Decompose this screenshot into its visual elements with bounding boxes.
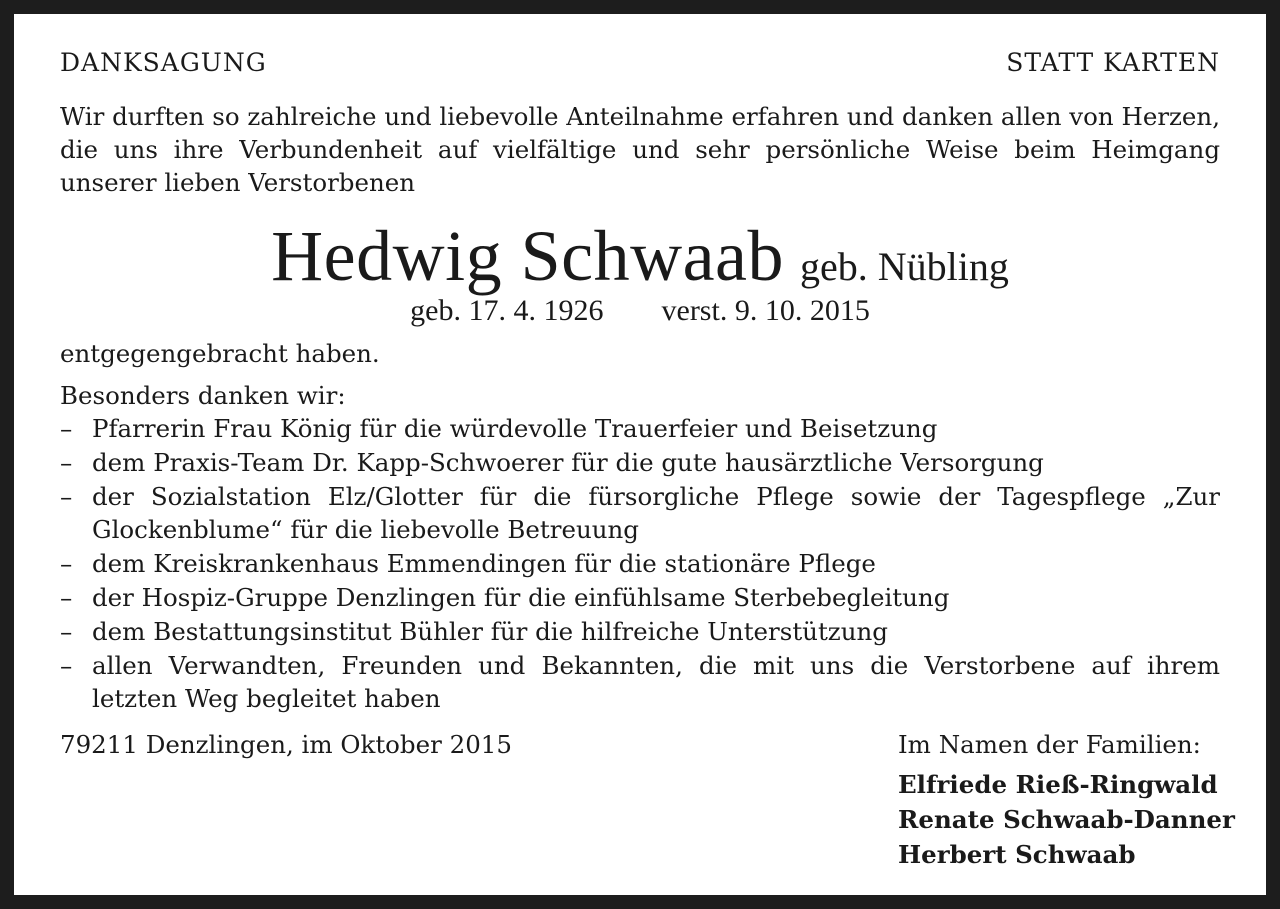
intro-paragraph: Wir durften so zahlreiche und liebevolle Anteilnahme erfahren und danken allen von Herzen, die uns ihre Verbundenheit auf vielfältige und sehr persönliche Weise beim Heimgang unserer lieben Verstorbenen (60, 102, 1220, 197)
death-date: verst. 9. 10. 2015 (661, 294, 870, 327)
life-dates (60, 293, 1220, 329)
intro-closing: entgegengebracht haben. (60, 339, 380, 368)
signatory-name: Renate Schwaab-Danner (898, 805, 1235, 834)
list-item-text: Pfarrerin Frau König für die würdevolle Trauerfeier und Beisetzung (92, 414, 938, 443)
heading-statt-karten: STATT KARTEN (1006, 48, 1220, 77)
list-item (60, 412, 1220, 446)
dash-bullet: – (60, 414, 73, 443)
place-and-date: 79211 Denzlingen, im Oktober 2015 (60, 730, 512, 759)
list-item-text: dem Praxis-Team Dr. Kapp-Schwoerer für die gute hausärztliche Versorgung (92, 447, 1044, 477)
birth-date: geb. 17. 4. 1926 (410, 294, 604, 327)
signature-block (898, 728, 1235, 872)
list-item (60, 615, 1220, 649)
on-behalf-label: Im Namen der Familien: (898, 730, 1201, 759)
list-item-text: der Sozialstation Elz/Glotter für die fürsorgliche Pflege sowie der Tagespflege „Zur Glockenblume“ für die liebevolle Betreuung (92, 481, 1220, 545)
thanks-title: Besonders danken wir: (60, 381, 346, 410)
thanks-list (60, 412, 1220, 716)
dash-bullet: – (60, 650, 73, 680)
deceased-name-line (60, 216, 1220, 296)
list-item (60, 480, 1220, 548)
notice-content (60, 14, 1235, 895)
list-item (60, 547, 1220, 581)
list-item-text: allen Verwandten, Freunden und Bekannten, die mit uns die Verstorbene auf ihrem letzten Weg begleitet haben (92, 650, 1220, 714)
dash-bullet: – (60, 582, 73, 612)
dash-bullet: – (60, 481, 73, 511)
signatory-name: Elfriede Rieß-Ringwald (898, 770, 1218, 799)
list-item-text: der Hospiz-Gruppe Denzlingen für die einfühlsame Sterbebegleitung (92, 582, 950, 612)
dash-bullet: – (60, 447, 73, 477)
list-item (60, 649, 1220, 717)
list-item-text: dem Bestattungsinstitut Bühler für die hilfreiche Unterstützung (92, 616, 888, 646)
deceased-name: Hedwig Schwaab (271, 216, 784, 296)
obituary-notice (14, 14, 1266, 895)
heading-danksagung: DANKSAGUNG (60, 48, 267, 77)
list-item (60, 581, 1220, 615)
dash-bullet: – (60, 549, 73, 579)
list-item (60, 446, 1220, 480)
list-item-text: dem Kreiskrankenhaus Emmendingen für die stationäre Pflege (92, 549, 876, 579)
signatory-name: Herbert Schwaab (898, 840, 1136, 869)
deceased-maiden-name: geb. Nübling (800, 244, 1009, 289)
dash-bullet: – (60, 616, 73, 646)
